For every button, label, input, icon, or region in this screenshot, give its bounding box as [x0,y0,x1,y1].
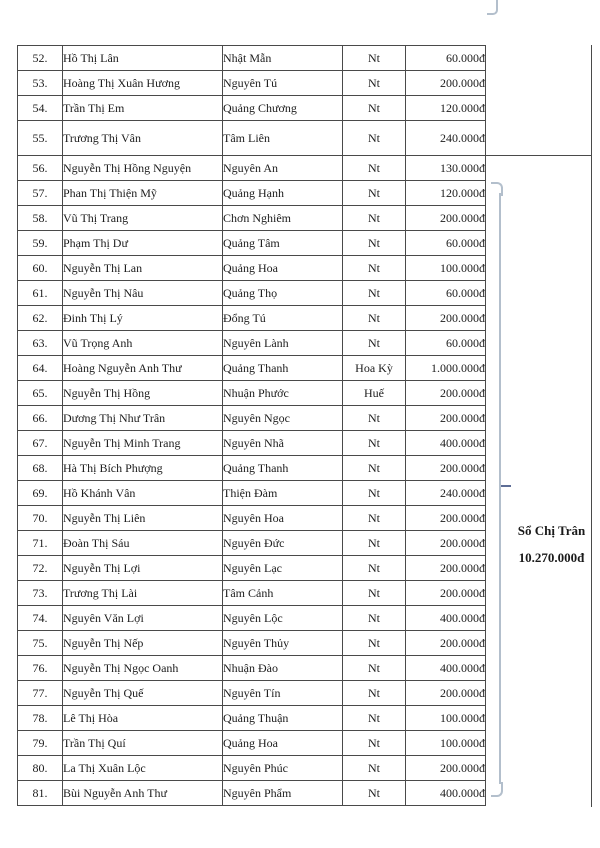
amount-cell: 200.000đ [406,531,486,556]
table-row [18,781,486,806]
donor-name-cell: Phan Thị Thiện Mỹ [63,181,223,206]
donor-name-cell: Nguyễn Thị Lan [63,256,223,281]
amount-cell: 200.000đ [406,206,486,231]
amount-cell: 60.000đ [406,331,486,356]
row-number-cell: 64. [18,356,63,381]
dharma-name-cell: Nguyên Tú [223,71,343,96]
dharma-name-cell: Nguyên Ngọc [223,406,343,431]
origin-cell: Nt [343,506,406,531]
table-row [18,121,486,156]
table-row [18,456,486,481]
amount-cell: 200.000đ [406,631,486,656]
dharma-name-cell: Nguyên Lạc [223,556,343,581]
donor-name-cell: Lê Thị Hòa [63,706,223,731]
dharma-name-cell: Nhuận Phước [223,381,343,406]
row-number-cell: 69. [18,481,63,506]
donor-name-cell: Đoàn Thị Sáu [63,531,223,556]
donor-name-cell: Nguyễn Thị Liên [63,506,223,531]
row-number-cell: 77. [18,681,63,706]
dharma-name-cell: Quảng Hạnh [223,181,343,206]
row-number-cell: 60. [18,256,63,281]
table-row [18,531,486,556]
amount-cell: 120.000đ [406,181,486,206]
origin-cell: Nt [343,781,406,806]
amount-cell: 400.000đ [406,431,486,456]
amount-cell: 200.000đ [406,756,486,781]
row-number-cell: 67. [18,431,63,456]
table-row [18,206,486,231]
amount-cell: 200.000đ [406,306,486,331]
dharma-name-cell: Nguyên Tín [223,681,343,706]
table-row [18,681,486,706]
dharma-name-cell: Nguyên Lành [223,331,343,356]
table-row [18,46,486,71]
bracket-top-tick [491,182,503,196]
dharma-name-cell: Nguyên Đức [223,531,343,556]
amount-cell: 240.000đ [406,121,486,156]
origin-cell: Nt [343,406,406,431]
table-row [18,231,486,256]
donor-name-cell: Hồ Thị Lân [63,46,223,71]
row-number-cell: 53. [18,71,63,96]
origin-cell: Nt [343,556,406,581]
group-label-total: 10.270.000đ [518,550,585,565]
origin-cell: Nt [343,431,406,456]
donor-name-cell: Trần Thị Quí [63,731,223,756]
origin-cell: Nt [343,631,406,656]
table-row [18,756,486,781]
row-number-cell: 75. [18,631,63,656]
row-number-cell: 56. [18,156,63,181]
dharma-name-cell: Quảng Thọ [223,281,343,306]
row-number-cell: 71. [18,531,63,556]
table-row [18,506,486,531]
donor-name-cell: Hồ Khánh Vân [63,481,223,506]
table-row [18,156,486,181]
amount-cell: 100.000đ [406,256,486,281]
origin-cell: Nt [343,456,406,481]
origin-cell: Nt [343,531,406,556]
donor-name-cell: Trương Thị Lài [63,581,223,606]
table-row [18,556,486,581]
origin-cell: Nt [343,581,406,606]
dharma-name-cell: Nguyên Hoa [223,506,343,531]
donor-name-cell: Nguyên Văn Lợi [63,606,223,631]
table-row [18,306,486,331]
donor-name-cell: Nguyễn Thị Nâu [63,281,223,306]
amount-cell: 60.000đ [406,231,486,256]
table-row [18,96,486,121]
donor-name-cell: Nguyễn Thị Ngọc Oanh [63,656,223,681]
row-number-cell: 73. [18,581,63,606]
dharma-name-cell: Tâm Cảnh [223,581,343,606]
donor-name-cell: Dương Thị Như Trân [63,406,223,431]
table-row [18,181,486,206]
donor-name-cell: Trần Thị Em [63,96,223,121]
group-label-name: Sổ Chị Trân [517,523,586,538]
dharma-name-cell: Quảng Thanh [223,356,343,381]
origin-cell: Nt [343,481,406,506]
donor-name-cell: Vũ Thị Trang [63,206,223,231]
table-row [18,731,486,756]
table-row [18,331,486,356]
origin-cell: Nt [343,46,406,71]
row-number-cell: 65. [18,381,63,406]
donor-name-cell: Phạm Thị Dư [63,231,223,256]
donor-name-cell: Nguyễn Thị Hồng [63,381,223,406]
row-number-cell: 74. [18,606,63,631]
amount-cell: 100.000đ [406,731,486,756]
dharma-name-cell: Nhật Mẫn [223,46,343,71]
dharma-name-cell: Nguyên Phúc [223,756,343,781]
row-number-cell: 66. [18,406,63,431]
dharma-name-cell: Quảng Thanh [223,456,343,481]
annotation-column-right-border [591,45,592,807]
dharma-name-cell: Quảng Hoa [223,731,343,756]
row-number-cell: 62. [18,306,63,331]
table-row [18,71,486,96]
amount-cell: 200.000đ [406,681,486,706]
donor-name-cell: Đinh Thị Lý [63,306,223,331]
table-row [18,581,486,606]
donor-name-cell: Nguyễn Thị Minh Trang [63,431,223,456]
origin-cell: Huế [343,381,406,406]
dharma-name-cell: Quảng Tâm [223,231,343,256]
previous-group-bracket-end [487,0,498,15]
donor-name-cell: Hoàng Thị Xuân Hương [63,71,223,96]
dharma-name-cell: Thiện Đàm [223,481,343,506]
dharma-name-cell: Nhuận Đào [223,656,343,681]
dharma-name-cell: Quảng Hoa [223,256,343,281]
bracket-middle-pointer [501,485,511,487]
row-number-cell: 79. [18,731,63,756]
donor-name-cell: Nguyễn Thị Lợi [63,556,223,581]
donation-table-body [18,46,486,806]
origin-cell: Nt [343,71,406,96]
table-row [18,606,486,631]
origin-cell: Nt [343,331,406,356]
amount-cell: 60.000đ [406,46,486,71]
row-number-cell: 52. [18,46,63,71]
donor-name-cell: La Thị Xuân Lộc [63,756,223,781]
row-number-cell: 81. [18,781,63,806]
dharma-name-cell: Tâm Liên [223,121,343,156]
amount-cell: 200.000đ [406,381,486,406]
table-row [18,431,486,456]
amount-cell: 400.000đ [406,606,486,631]
row-number-cell: 61. [18,281,63,306]
amount-cell: 200.000đ [406,506,486,531]
amount-cell: 1.000.000đ [406,356,486,381]
origin-cell: Nt [343,706,406,731]
table-row [18,406,486,431]
amount-cell: 400.000đ [406,781,486,806]
row-number-cell: 57. [18,181,63,206]
row-number-cell: 72. [18,556,63,581]
table-row [18,481,486,506]
donor-name-cell: Hà Thị Bích Phượng [63,456,223,481]
row-number-cell: 55. [18,121,63,156]
dharma-name-cell: Nguyên An [223,156,343,181]
dharma-name-cell: Chơn Nghiêm [223,206,343,231]
amount-cell: 200.000đ [406,581,486,606]
table-row [18,656,486,681]
amount-cell: 240.000đ [406,481,486,506]
amount-cell: 200.000đ [406,406,486,431]
donor-name-cell: Nguyễn Thị Hồng Nguyện [63,156,223,181]
dharma-name-cell: Nguyên Thủy [223,631,343,656]
row-number-cell: 68. [18,456,63,481]
origin-cell: Nt [343,306,406,331]
table-row [18,281,486,306]
dharma-name-cell: Đổng Tú [223,306,343,331]
donor-name-cell: Vũ Trọng Anh [63,331,223,356]
origin-cell: Nt [343,656,406,681]
dharma-name-cell: Nguyên Lộc [223,606,343,631]
table-row [18,256,486,281]
donor-name-cell: Nguyễn Thị Quế [63,681,223,706]
donor-name-cell: Nguyễn Thị Nếp [63,631,223,656]
origin-cell: Nt [343,96,406,121]
table-row [18,356,486,381]
table-row [18,381,486,406]
donor-name-cell: Trương Thị Vân [63,121,223,156]
row-number-cell: 80. [18,756,63,781]
row-number-cell: 78. [18,706,63,731]
origin-cell: Nt [343,731,406,756]
row-number-cell: 63. [18,331,63,356]
amount-cell: 60.000đ [406,281,486,306]
origin-cell: Nt [343,681,406,706]
amount-cell: 120.000đ [406,96,486,121]
amount-cell: 100.000đ [406,706,486,731]
dharma-name-cell: Nguyên Nhã [223,431,343,456]
origin-cell: Nt [343,256,406,281]
origin-cell: Nt [343,156,406,181]
bracket-vertical-bar [499,193,501,784]
origin-cell: Nt [343,121,406,156]
row-number-cell: 70. [18,506,63,531]
amount-cell: 200.000đ [406,456,486,481]
origin-cell: Nt [343,606,406,631]
origin-cell: Nt [343,756,406,781]
amount-cell: 130.000đ [406,156,486,181]
group-label [503,523,600,566]
group-divider-line [484,155,592,156]
row-number-cell: 59. [18,231,63,256]
donor-name-cell: Hoàng Nguyễn Anh Thư [63,356,223,381]
donor-name-cell: Bùi Nguyễn Anh Thư [63,781,223,806]
origin-cell: Nt [343,181,406,206]
dharma-name-cell: Nguyên Phẩm [223,781,343,806]
dharma-name-cell: Quảng Chương [223,96,343,121]
row-number-cell: 76. [18,656,63,681]
amount-cell: 200.000đ [406,71,486,96]
dharma-name-cell: Quảng Thuận [223,706,343,731]
donation-table [17,45,486,806]
origin-cell: Hoa Kỳ [343,356,406,381]
bracket-bottom-tick [491,782,503,797]
row-number-cell: 54. [18,96,63,121]
origin-cell: Nt [343,231,406,256]
table-row [18,631,486,656]
origin-cell: Nt [343,206,406,231]
amount-cell: 400.000đ [406,656,486,681]
row-number-cell: 58. [18,206,63,231]
origin-cell: Nt [343,281,406,306]
amount-cell: 200.000đ [406,556,486,581]
table-row [18,706,486,731]
